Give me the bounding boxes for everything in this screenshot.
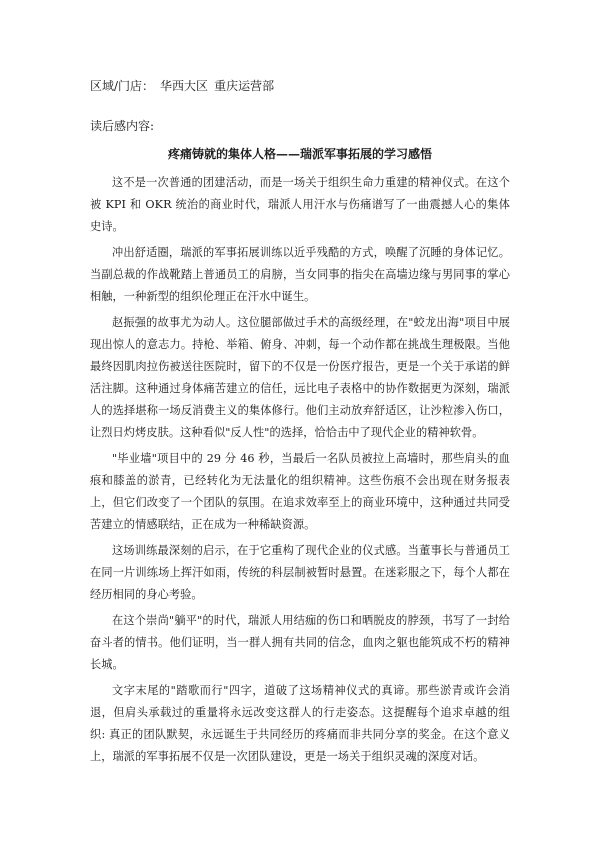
- region-store: 重庆运营部: [214, 79, 275, 93]
- article-paragraph: 这场训练最深刻的启示，在于它重构了现代企业的仪式感。当董事长与普通员工在同一片训练场上挥汗如雨，传统的科层制被暂时悬置。在迷彩服之下，每个人都在经历相同的身心考验。: [90, 544, 510, 601]
- article-paragraph: 在这个崇尚"躺平"的时代，瑞派人用结痂的伤口和晒脱皮的脖颈，书写了一封给奋斗者的情书。他们证明，当一群人拥有共同的信念，血肉之躯也能筑成不朽的精神长城。: [90, 614, 510, 671]
- review-prompt-label: 读后感内容:: [90, 119, 155, 133]
- article-body: [90, 172, 510, 772]
- article-paragraph: "毕业墙"项目中的 29 分 46 秒，当最后一名队员被拉上高墙时，那些肩头的血痕和膝盖的淤青，已经转化为无法量化的组织精神。这些伤痕不会出现在财务报表上，但它们改变了一个团队的氛围。在追求效率至上的商业环境中，这种通过共同受苦建立的情感联结，正在成为一种稀缺资源。: [90, 452, 510, 531]
- article-paragraph: 这不是一次普通的团建活动，而是一场关于组织生命力重建的精神仪式。在这个被 KPI 和 OKR 统治的商业时代，瑞派人用汗水与伤痛谱写了一曲震撼人心的集体史诗。: [90, 176, 510, 233]
- region-store-line: [90, 78, 274, 94]
- article-title: 疼痛铸就的集体人格——瑞派军事拓展的学习感悟: [167, 147, 432, 161]
- article-paragraph: 文字末尾的"踏歌而行"四字，道破了这场精神仪式的真谛。那些淤青或许会消退，但肩头承载过的重量将永远改变这群人的行走姿态。这提醒每个追求卓越的组织: 真正的团队默契，永远诞生于共同经历的疼痛而非共同分享的奖金。在这个意义上，瑞派的军事拓展不仅是一次团队建设，更是一场关于组织灵魂的深度对话。: [90, 684, 510, 763]
- article-paragraph: 冲出舒适圈，瑞派的军事拓展训练以近乎残酷的方式，唤醒了沉睡的身体记忆。当副总裁的作战靴踏上普通员工的肩膀，当女同事的指尖在高墙边缘与男同事的掌心相触，一种新型的组织伦理正在汗水中诞生。: [90, 246, 510, 303]
- region-area: 华西大区: [160, 79, 209, 93]
- region-label: 区域/门店：: [90, 79, 155, 93]
- article-paragraph: 赵振强的故事尤为动人。这位腿部做过手术的高级经理，在"蛟龙出海"项目中展现出惊人的意志力。持枪、举箱、俯身、冲刺，每一个动作都在挑战生理极限。当他最终因肌肉拉伤被送往医院时，留下的不仅是一份医疗报告，更是一个关于承诺的鲜活注脚。这种通过身体痛苦建立的信任，远比电子表格中的协作数据更为深刻，瑞派人的选择堪称一场反消费主义的集体修行。他们主动放弃舒适区，让沙粒渗入伤口，让烈日灼烤皮肤。这种看似"反人性"的选择，恰恰击中了现代企业的精神软骨。: [90, 316, 510, 439]
